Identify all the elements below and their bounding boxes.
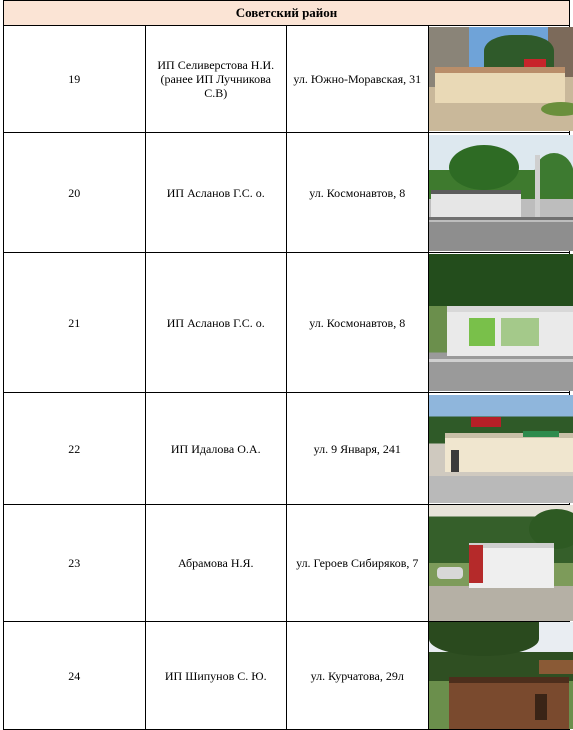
kiosk-photo	[429, 27, 573, 131]
kiosk-photo	[429, 505, 573, 621]
address: ул. Героев Сибиряков, 7	[287, 505, 429, 622]
kiosk-table	[3, 0, 570, 730]
kiosk-photo	[429, 135, 573, 251]
row-number: 21	[4, 253, 146, 393]
owner-name: ИП Шипунов С. Ю.	[145, 622, 287, 730]
address: ул. Южно-Моравская, 31	[287, 26, 429, 133]
owner-name: ИП Асланов Г.С. о.	[145, 253, 287, 393]
photo-cell	[428, 26, 570, 133]
row-number: 22	[4, 393, 146, 505]
owner-name: ИП Асланов Г.С. о.	[145, 133, 287, 253]
kiosk-photo	[429, 622, 573, 729]
kiosk-photo	[429, 254, 573, 391]
row-number: 20	[4, 133, 146, 253]
owner-name: ИП Селиверстова Н.И. (ранее ИП Лучникова С.В)	[145, 26, 287, 133]
district-header: Советский район	[4, 1, 570, 26]
address: ул. Космонавтов, 8	[287, 253, 429, 393]
photo-cell	[428, 133, 570, 253]
owner-name: Абрамова Н.Я.	[145, 505, 287, 622]
row-number: 19	[4, 26, 146, 133]
table-row	[4, 26, 570, 133]
row-number: 23	[4, 505, 146, 622]
owner-name: ИП Идалова О.А.	[145, 393, 287, 505]
table-row	[4, 253, 570, 393]
table-row	[4, 505, 570, 622]
photo-cell	[428, 622, 570, 730]
table-header-row	[4, 1, 570, 26]
kiosk-photo	[429, 395, 573, 503]
photo-cell	[428, 393, 570, 505]
table-row	[4, 622, 570, 730]
photo-cell	[428, 253, 570, 393]
address: ул. Космонавтов, 8	[287, 133, 429, 253]
address: ул. 9 Января, 241	[287, 393, 429, 505]
row-number: 24	[4, 622, 146, 730]
address: ул. Курчатова, 29л	[287, 622, 429, 730]
table-row	[4, 393, 570, 505]
photo-cell	[428, 505, 570, 622]
table-row	[4, 133, 570, 253]
